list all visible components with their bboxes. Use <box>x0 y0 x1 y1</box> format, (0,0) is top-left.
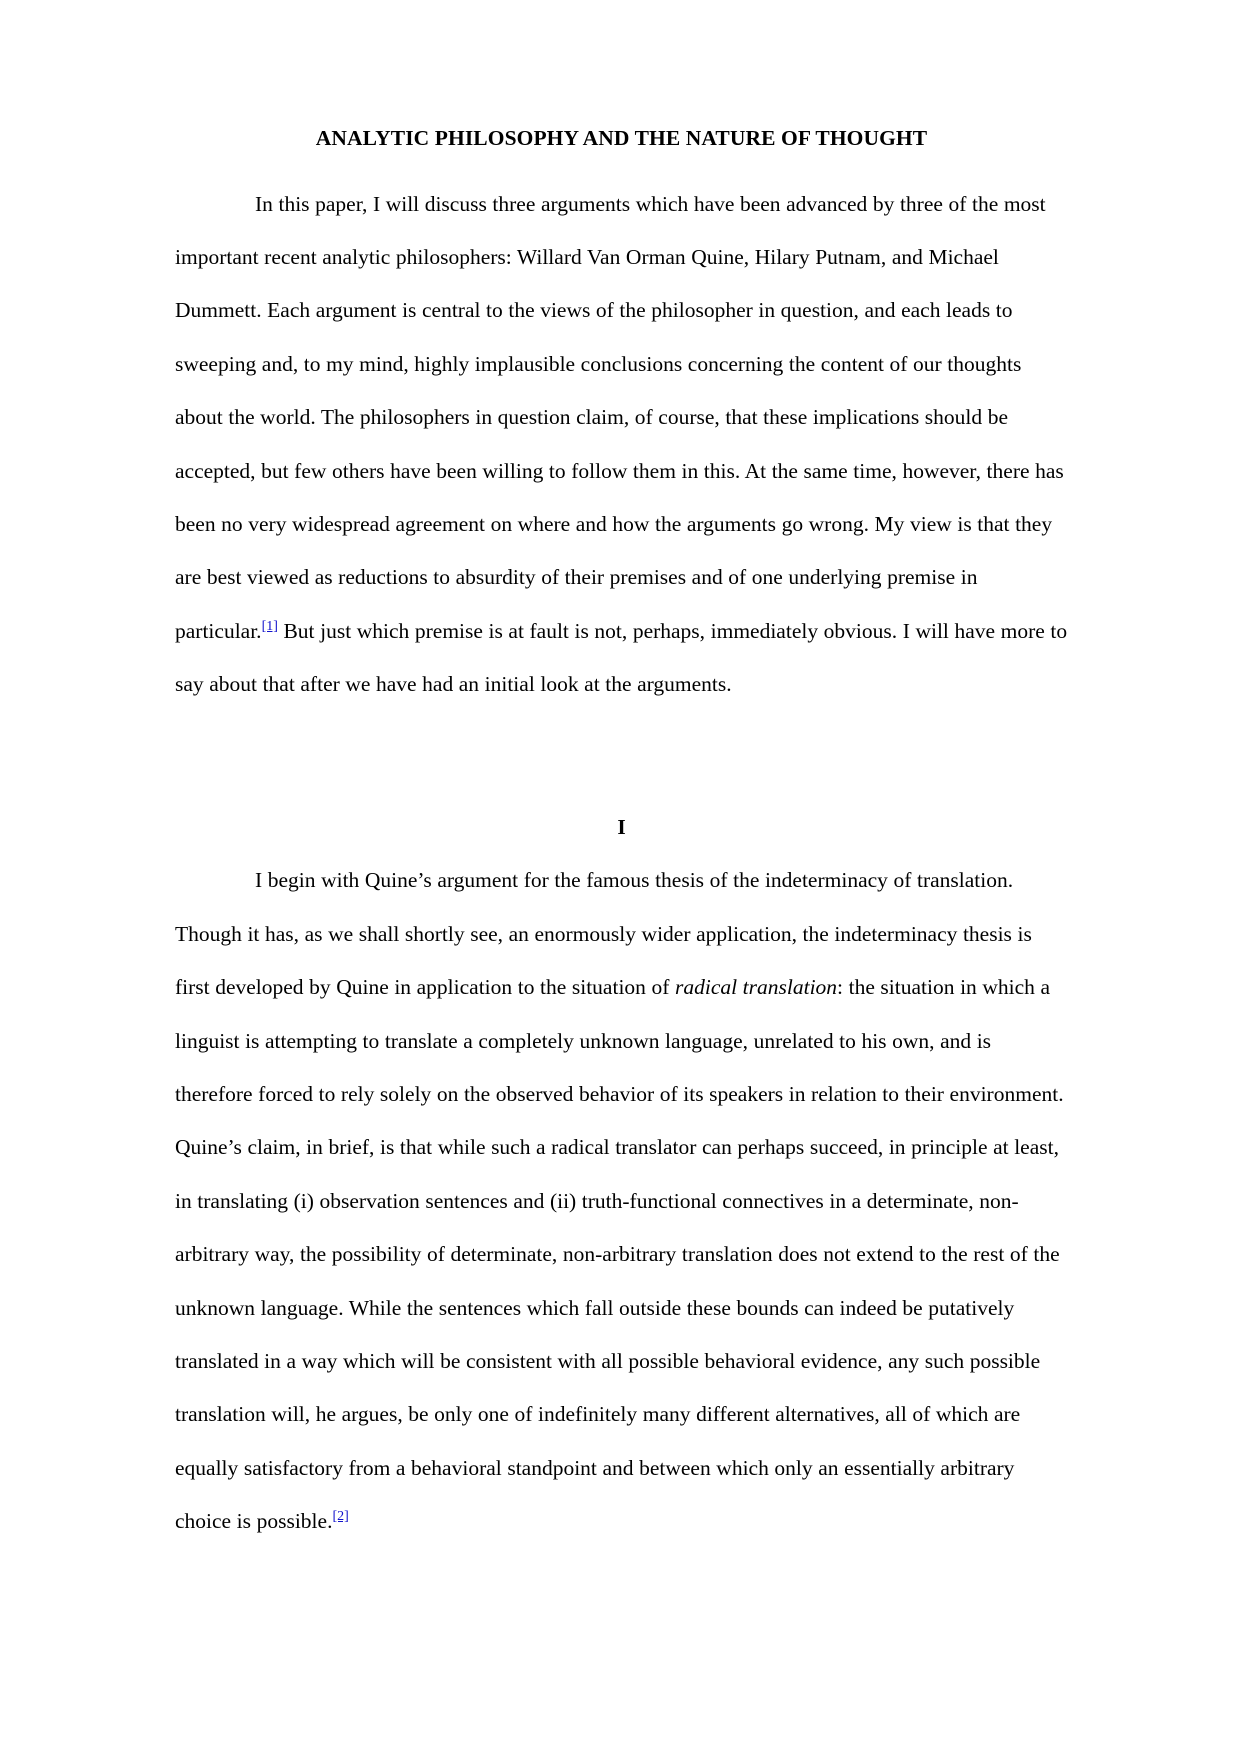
paragraph-gap-1b <box>175 765 1068 801</box>
paragraph-section-one-text-a: I begin with Quine’s argument for the famous thesis of the indeterminacy of translation. Though it has, as we shall shortly see, an enormously wider application, the indeterminacy thesis is first developed by Quine in application to the situation of <box>175 868 1032 1000</box>
paragraph-intro <box>175 178 1068 712</box>
footnote-ref-2[interactable]: [2] <box>332 1509 349 1525</box>
footnote-ref-1[interactable]: [1] <box>261 618 278 634</box>
page-title: ANALYTIC PHILOSOPHY AND THE NATURE OF THOUGHT <box>315 126 928 150</box>
document-body <box>175 128 1068 1549</box>
paragraph-intro-text-a: In this paper, I will discuss three arguments which have been advanced by three of the most important recent analytic philosophers: Willard Van Orman Quine, Hilary Putnam, and Michael Dummett. Each argument is central to the views of the philosopher in question, and each leads to sweeping and, to my mind, highly implausible conclusions concerning the content of our thoughts about the world. The philosophers in question claim, of course, that these implications should be accepted, but few others have been willing to follow them in this. At the same time, however, there has been no very widespread agreement on where and how the arguments go wrong. My view is that they are best viewed as reductions to absurdity of their premises and of one underlying premise in particular. <box>175 191 1064 643</box>
paragraph-intro-text-b: But just which premise is at fault is not, perhaps, immediately obvious. I will have more to say about that after we have had an initial look at the arguments. <box>175 618 1068 697</box>
paragraph-gap-1 <box>175 712 1068 765</box>
italic-term-radical-translation: radical translation <box>674 975 838 1000</box>
paragraph-section-one <box>175 854 1068 1548</box>
section-heading-one: I <box>617 814 626 839</box>
paragraph-section-one-text-b: : the situation in which a linguist is attempting to translate a completely unknown language, unrelated to his own, and is therefore forced to rely solely on the observed behavior of its speakers in relation to their environment. Quine’s claim, in brief, is that while such a radical translator can perhaps succeed, in principle at least, in translating (i) observation sentences and (ii) truth-functional connectives in a determinate, non-arbitrary way, the possibility of determinate, non-arbitrary translation does not extend to the rest of the unknown language. While the sentences which fall outside these bounds can indeed be putatively translated in a way which will be consistent with all possible behavioral evidence, any such possible translation will, he argues, be only one of indefinitely many different alternatives, all of which are equally satisfactory from a behavioral standpoint and between which only an essentially arbitrary choice is possible. <box>175 975 1064 1534</box>
